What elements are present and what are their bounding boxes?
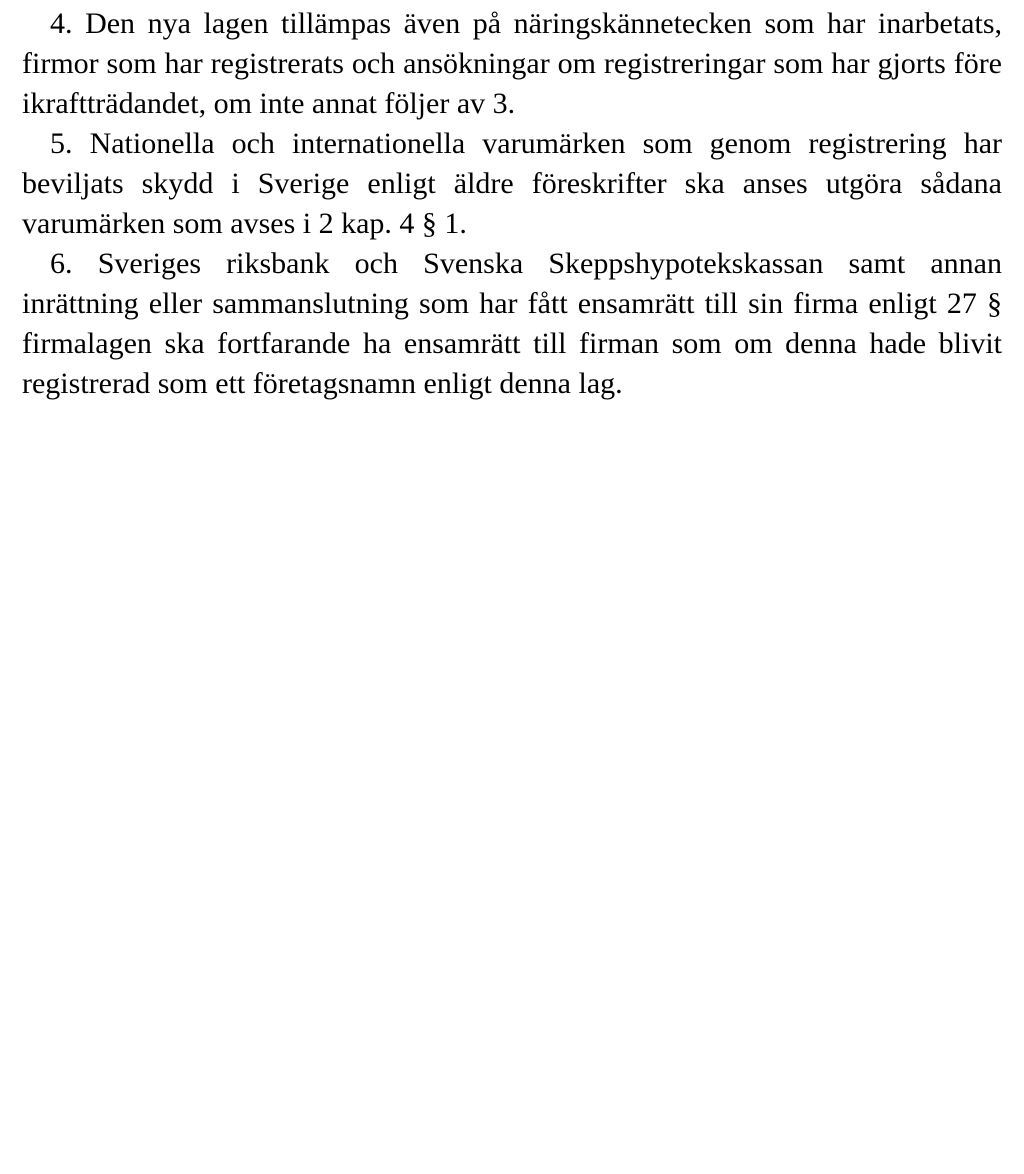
paragraph-5 [22, 124, 1002, 244]
document-page [22, 4, 1002, 404]
paragraph-number: 6. [50, 247, 73, 280]
paragraph-number: 5. [50, 127, 73, 160]
paragraph-text: Sveriges riksbank och Svenska Skeppshypotekskassan samt annan inrättning eller sammanslutning som har fått ensamrätt till sin firma enligt 27 § firmalagen ska fortfarande ha ensamrätt till firman som om denna hade blivit registrerad som ett företagsnamn enligt denna lag. [22, 247, 1002, 400]
paragraph-4 [22, 4, 1002, 124]
paragraph-6 [22, 244, 1002, 404]
paragraph-number: 4. [50, 7, 73, 40]
paragraph-text: Den nya lagen tillämpas även på näringskännetecken som har inarbetats, firmor som har registrerats och ansökningar om registreringar som har gjorts före ikraftträdandet, om inte annat följer av 3. [22, 7, 1003, 120]
paragraph-text: Nationella och internationella varumärken som genom registrering har beviljats skydd i Sverige enligt äldre föreskrifter ska anses utgöra sådana varumärken som avses i 2 kap. 4 § 1. [22, 127, 1002, 240]
